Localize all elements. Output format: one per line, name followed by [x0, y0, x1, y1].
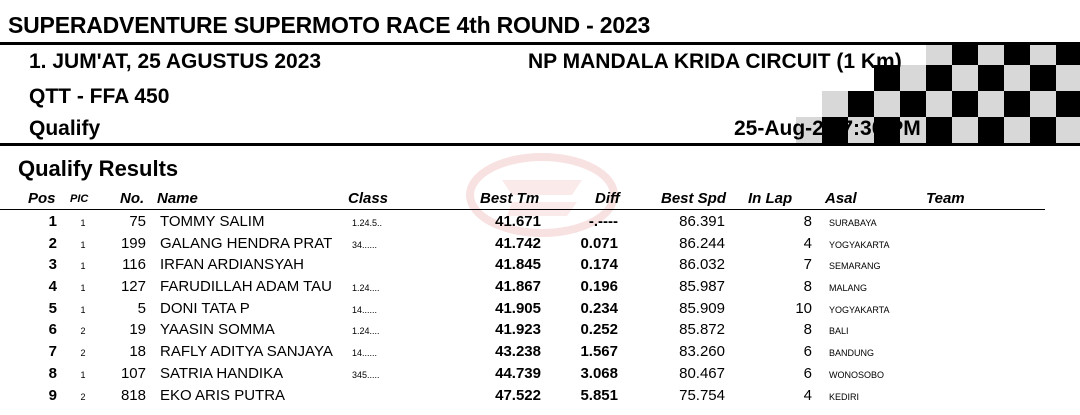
cell-class: 345..... [352, 369, 380, 380]
cell-diff: 0.071 [580, 234, 618, 252]
table-row [0, 318, 1080, 340]
cell-pos: 2 [48, 234, 57, 252]
cell-best-spd: 80.467 [679, 364, 725, 382]
cell-best-tm: 41.671 [495, 213, 541, 230]
cell-no: 199 [120, 234, 146, 252]
table-row [0, 362, 1080, 384]
cell-in-lap: 8 [803, 213, 812, 230]
flag-cell [1004, 65, 1030, 91]
cell-best-tm: 41.742 [495, 234, 541, 252]
cell-class: 1.24.5.. [352, 218, 383, 228]
cell-diff: 3.068 [580, 364, 618, 382]
cell-in-lap: 6 [803, 364, 812, 382]
flag-cell [952, 45, 978, 65]
flag-cell [978, 65, 1004, 91]
cell-asal: YOGYAKARTA [829, 239, 890, 250]
cell-in-lap: 7 [803, 256, 812, 274]
cell-best-spd: 86.244 [679, 234, 725, 252]
cell-pic: 1 [80, 261, 86, 272]
cell-pos: 6 [48, 321, 57, 339]
event-date: 1. JUM'AT, 25 AGUSTUS 2023 [29, 50, 322, 73]
column-header-class: Class [348, 190, 389, 207]
cell-best-tm: 41.923 [495, 321, 541, 339]
cell-no: 5 [137, 299, 146, 317]
cell-best-tm: 47.522 [495, 386, 541, 404]
session-type: Qualify [29, 117, 101, 140]
flag-cell [1056, 65, 1080, 91]
column-header-asal: Asal [825, 190, 857, 207]
cell-no: 75 [129, 213, 146, 230]
flag-cell [900, 65, 926, 91]
cell-no: 19 [129, 321, 146, 339]
cell-asal: SURABAYA [829, 218, 877, 228]
cell-pos: 3 [48, 256, 57, 274]
flag-cell [1030, 117, 1056, 143]
cell-diff: 1.567 [580, 343, 618, 361]
cell-in-lap: 6 [803, 343, 812, 361]
cell-no: 18 [129, 343, 146, 361]
column-header-no: No. [120, 190, 145, 207]
cell-diff: 0.196 [580, 278, 618, 296]
cell-name: DONI TATA P [160, 299, 250, 317]
table-row [0, 384, 1080, 406]
cell-asal: SEMARANG [829, 261, 881, 272]
table-row [0, 210, 1080, 232]
flag-cell [926, 65, 952, 91]
column-header-in-lap: In Lap [748, 190, 793, 207]
cell-pic: 2 [80, 391, 86, 402]
cell-name: FARUDILLAH ADAM TAU [160, 278, 332, 296]
table-row [0, 232, 1080, 254]
table-header [0, 186, 1045, 210]
results-title: Qualify Results [18, 156, 179, 181]
cell-pic: 1 [80, 304, 86, 315]
column-header-diff: Diff [595, 190, 620, 207]
cell-diff: 0.174 [580, 256, 618, 274]
flag-cell [1056, 45, 1080, 65]
table-row [0, 340, 1080, 362]
flag-cell [1030, 65, 1056, 91]
cell-best-spd: 85.987 [679, 278, 725, 296]
flag-cell [1004, 117, 1030, 143]
cell-asal: BANDUNG [829, 348, 875, 359]
table-row [0, 253, 1080, 275]
flag-cell [978, 117, 1004, 143]
flag-cell [1056, 91, 1080, 117]
cell-diff: -.---- [588, 213, 618, 230]
flag-cell [1030, 45, 1056, 65]
cell-pic: 2 [80, 348, 86, 359]
cell-best-tm: 41.845 [495, 256, 541, 274]
cell-class: 1.24.... [352, 326, 380, 337]
cell-pos: 9 [48, 386, 57, 404]
cell-name: IRFAN ARDIANSYAH [160, 256, 304, 274]
cell-pic: 1 [80, 283, 86, 294]
cell-asal: BALI [829, 326, 849, 337]
cell-asal: KEDIRI [829, 391, 860, 402]
cell-best-spd: 86.391 [679, 213, 725, 230]
cell-pic: 1 [80, 369, 86, 380]
cell-class: 34...... [352, 239, 378, 250]
cell-best-spd: 86.032 [679, 256, 725, 274]
flag-cell [926, 45, 952, 65]
cell-no: 107 [120, 364, 146, 382]
column-header-pos: Pos [28, 190, 56, 207]
cell-asal: WONOSOBO [829, 369, 885, 380]
cell-class: 1.24.... [352, 283, 380, 294]
session-name: QTT - FFA 450 [29, 85, 170, 108]
column-header-pic: PIC [70, 193, 89, 205]
flag-cell [1030, 91, 1056, 117]
cell-name: EKO ARIS PUTRA [160, 386, 286, 404]
header-divider-bottom [0, 143, 1080, 146]
cell-best-tm: 44.739 [495, 364, 541, 382]
column-header-best-spd: Best Spd [661, 190, 727, 207]
table-row [0, 275, 1080, 297]
cell-pos: 8 [48, 364, 57, 382]
cell-best-tm: 43.238 [495, 343, 541, 361]
flag-cell [900, 91, 926, 117]
cell-best-spd: 85.872 [679, 321, 725, 339]
cell-no: 116 [122, 256, 146, 274]
cell-name: TOMMY SALIM [160, 213, 265, 230]
cell-pos: 7 [48, 343, 57, 361]
cell-best-tm: 41.867 [495, 278, 541, 296]
column-header-team: Team [926, 190, 965, 207]
cell-pic: 1 [80, 239, 86, 250]
flag-cell [926, 117, 952, 143]
cell-name: YAASIN SOMMA [160, 321, 275, 339]
flag-cell [1004, 45, 1030, 65]
cell-in-lap: 8 [803, 278, 812, 296]
cell-in-lap: 4 [803, 386, 812, 404]
report-datetime: 25-Aug-23 7:30 PM [734, 117, 921, 140]
cell-in-lap: 8 [803, 321, 812, 339]
cell-pic: 1 [80, 218, 86, 228]
flag-cell [822, 91, 848, 117]
cell-diff: 0.252 [580, 321, 618, 339]
column-header-best-tm: Best Tm [480, 190, 540, 207]
column-header-name: Name [157, 190, 198, 207]
cell-diff: 5.851 [580, 386, 618, 404]
cell-in-lap: 10 [795, 299, 812, 317]
cell-best-spd: 75.754 [679, 386, 725, 404]
cell-best-tm: 41.905 [495, 299, 541, 317]
cell-no: 818 [120, 386, 146, 404]
circuit-name: NP MANDALA KRIDA CIRCUIT (1 Km) [528, 50, 902, 73]
cell-name: RAFLY ADITYA SANJAYA [160, 343, 333, 361]
cell-name: GALANG HENDRA PRAT [160, 234, 333, 252]
flag-cell [874, 91, 900, 117]
cell-pic: 2 [80, 326, 86, 337]
cell-class: 14...... [352, 304, 378, 315]
results-table [0, 186, 1080, 405]
flag-cell [926, 91, 952, 117]
cell-class: 14...... [352, 348, 378, 359]
cell-asal: MALANG [829, 283, 868, 294]
cell-best-spd: 85.909 [679, 299, 725, 317]
flag-cell [978, 91, 1004, 117]
cell-no: 127 [120, 278, 146, 296]
cell-asal: YOGYAKARTA [829, 304, 890, 315]
flag-cell [952, 91, 978, 117]
event-title: SUPERADVENTURE SUPERMOTO RACE 4th ROUND - 2023 [8, 12, 651, 38]
flag-cell [1004, 91, 1030, 117]
flag-cell [978, 45, 1004, 65]
flag-cell [952, 117, 978, 143]
table-row [0, 297, 1080, 319]
cell-pos: 1 [48, 213, 57, 230]
cell-pos: 4 [48, 278, 57, 296]
cell-name: SATRIA HANDIKA [160, 364, 284, 382]
cell-best-spd: 83.260 [679, 343, 725, 361]
cell-pos: 5 [48, 299, 57, 317]
cell-diff: 0.234 [580, 299, 618, 317]
cell-in-lap: 4 [803, 234, 812, 252]
flag-cell [1056, 117, 1080, 143]
flag-cell [952, 65, 978, 91]
flag-cell [848, 91, 874, 117]
